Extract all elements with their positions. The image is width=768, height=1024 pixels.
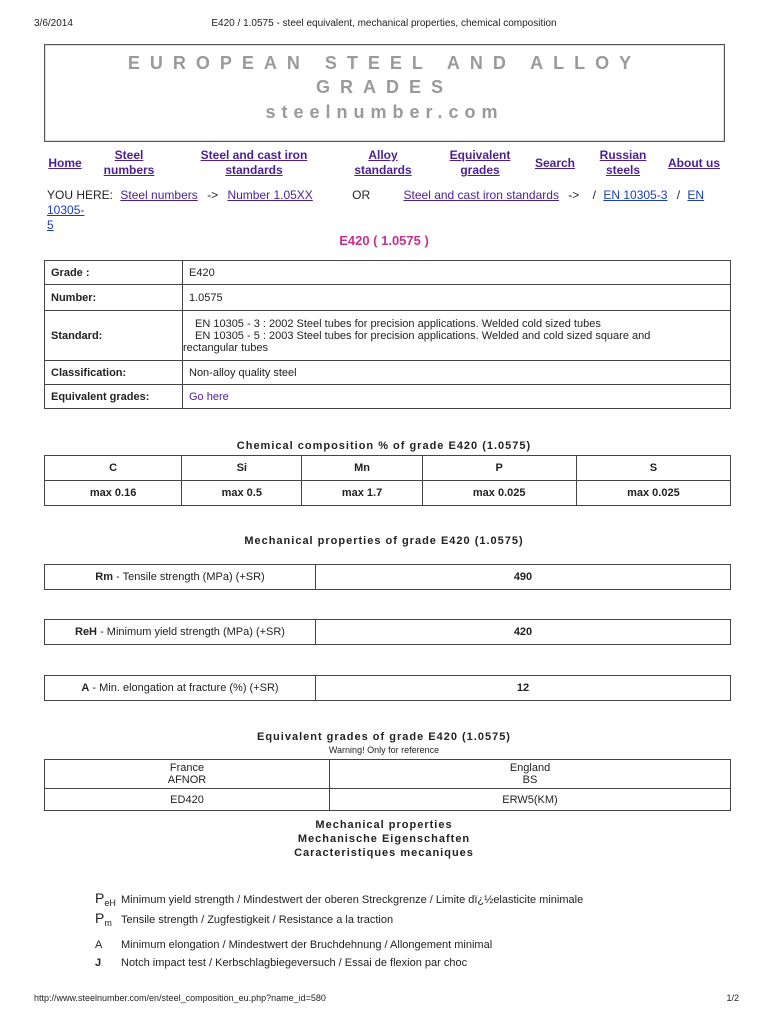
table-row — [45, 285, 731, 311]
nav-search[interactable]: Search — [534, 156, 576, 170]
nav-home[interactable]: Home — [48, 156, 82, 170]
banner-line-1: EUROPEAN STEEL AND ALLOY — [127, 53, 642, 73]
equivalent-label: Equivalent grades: — [45, 385, 183, 409]
chem-header-c: C — [45, 456, 182, 481]
crumb-arrow: -> — [207, 188, 219, 202]
equivalent-table — [44, 759, 731, 811]
crumb-en-10305-5-cont[interactable]: 5 — [47, 218, 54, 232]
country: France — [169, 762, 205, 774]
chem-header-mn: Mn — [302, 456, 422, 481]
go-here-link[interactable]: Go here — [189, 390, 229, 403]
chem-header-s: S — [576, 456, 730, 481]
banner-site-name: steelnumber.com — [265, 102, 504, 122]
footer-url: http://www.steelnumber.com/en/steel_composition_eu.php?name_id=580 — [34, 993, 326, 1003]
mech-label — [45, 676, 316, 701]
equiv-grade-england: ERW5(KM) — [330, 789, 731, 811]
legend-row — [95, 890, 583, 908]
chem-header-si: Si — [182, 456, 302, 481]
chemical-table — [44, 455, 731, 506]
standard-label: Standard: — [45, 311, 183, 361]
table-row — [45, 361, 731, 385]
number-label: Number: — [45, 285, 183, 311]
mech-label — [45, 620, 316, 645]
table-row — [45, 481, 731, 506]
table-row — [45, 385, 731, 409]
mech-desc: - Min. elongation at fracture (%) (+SR) — [89, 682, 279, 694]
print-date: 3/6/2014 — [34, 18, 73, 29]
crumb-number[interactable]: Number 1.05XX — [227, 188, 313, 202]
legend-row — [95, 939, 492, 951]
table-row — [45, 789, 731, 811]
mech-table-rm — [44, 564, 731, 590]
crumb-slash: / — [676, 188, 681, 202]
standard-line: rectangular tubes — [183, 341, 268, 354]
banner-line-2: GRADES — [315, 77, 453, 97]
equivalent-warning: Warning! Only for reference — [328, 745, 440, 755]
table-row — [45, 760, 731, 789]
equiv-header-england — [330, 760, 731, 789]
table-row — [45, 311, 731, 361]
table-row — [45, 565, 731, 590]
mech-symbol: A — [81, 682, 90, 694]
legend-row — [95, 957, 467, 969]
standard-line: EN 10305 - 5 : 2003 Steel tubes for precision applications. Welded and cold sized square and — [195, 329, 651, 342]
number-value: 1.0575 — [183, 285, 731, 311]
mech-symbol: Rm — [95, 571, 113, 583]
legend-row — [95, 910, 393, 928]
chem-value-si: max 0.5 — [182, 481, 302, 506]
grade-value: E420 — [183, 261, 731, 285]
nav-alloy-standards[interactable]: Alloy standards — [354, 148, 412, 177]
table-row — [45, 456, 731, 481]
mech-value: 420 — [316, 620, 731, 645]
mech-table-a — [44, 675, 731, 701]
standard-line: EN 10305 - 3 : 2002 Steel tubes for precision applications. Welded cold sized tubes — [195, 317, 601, 330]
crumb-en-10305-3[interactable]: EN 10305-3 — [603, 188, 668, 202]
crumb-slash: / — [592, 188, 596, 202]
mech-symbol: ReH — [75, 626, 98, 638]
mech-table-reh — [44, 619, 731, 645]
table-row — [45, 261, 731, 285]
standard-value — [183, 311, 731, 361]
standard-body: BS — [522, 774, 538, 786]
mechanical-title: Mechanical properties of grade E420 (1.0575) — [244, 535, 524, 547]
grade-label: Grade : — [45, 261, 183, 285]
nav-equivalent-grades[interactable]: Equivalent grades — [449, 148, 511, 177]
main-nav — [44, 148, 724, 178]
table-row — [45, 620, 731, 645]
chem-value-c: max 0.16 — [45, 481, 182, 506]
equiv-grade-france: ED420 — [45, 789, 330, 811]
standard-body: AFNOR — [167, 774, 207, 786]
equiv-header-france — [45, 760, 330, 789]
country: England — [509, 762, 551, 774]
legend-title-de: Mechanische Eigenschaften — [297, 833, 471, 845]
crumb-standards[interactable]: Steel and cast iron standards — [403, 188, 559, 202]
print-footer — [34, 993, 739, 1003]
page-number: 1/2 — [726, 993, 739, 1003]
legend-text: Notch impact test / Kerbschlagbiegeversuch / Essai de flexion par choc — [121, 957, 468, 969]
legend-title-fr: Caracteristiques mecaniques — [294, 847, 474, 859]
grade-title: E420 ( 1.0575 ) — [339, 233, 429, 248]
legend-text: Minimum elongation / Mindestwert der Bruchdehnung / Allongement minimal — [121, 939, 493, 951]
chem-header-p: P — [422, 456, 576, 481]
breadcrumb-prefix: YOU HERE: — [47, 188, 114, 202]
mech-value: 490 — [316, 565, 731, 590]
legend-title-en: Mechanical properties — [315, 819, 453, 831]
legend-symbol: $P_m$ — [95, 910, 112, 929]
mech-label — [45, 565, 316, 590]
print-title: E420 / 1.0575 - steel equivalent, mechanical properties, chemical composition — [211, 18, 557, 29]
crumb-or: OR — [352, 188, 371, 202]
crumb-steel-numbers[interactable]: Steel numbers — [120, 188, 198, 202]
legend-title — [0, 818, 768, 860]
classification-value: Non-alloy quality steel — [183, 361, 731, 385]
classification-label: Classification: — [45, 361, 183, 385]
legend-symbol: $P_{eH}$ — [95, 890, 116, 909]
mech-desc: - Minimum yield strength (MPa) (+SR) — [97, 626, 285, 638]
crumb-en-10305-5[interactable]: EN 10305- — [47, 188, 705, 217]
breadcrumb — [47, 188, 727, 233]
site-banner — [44, 44, 725, 142]
crumb-arrow: -> — [568, 188, 580, 202]
legend-text: Minimum yield strength / Mindestwert der oberen Streckgrenze / Limite dï¿½elasticite minimale — [121, 894, 584, 906]
mech-desc: - Tensile strength (MPa) (+SR) — [113, 571, 265, 583]
nav-russian-steels[interactable]: Russian steels — [599, 148, 647, 177]
nav-steel-numbers[interactable]: Steel numbers — [103, 148, 155, 177]
chemical-title: Chemical composition % of grade E420 (1.0575) — [236, 440, 532, 452]
legend-symbol: A — [95, 939, 103, 951]
chem-value-mn: max 1.7 — [302, 481, 422, 506]
mech-value: 12 — [316, 676, 731, 701]
table-row — [45, 676, 731, 701]
legend-text: Tensile strength / Zugfestigkeit / Resistance a la traction — [121, 914, 394, 926]
chem-value-s: max 0.025 — [576, 481, 730, 506]
legend-symbol: J — [95, 957, 102, 969]
grade-info-table — [44, 260, 731, 409]
nav-steel-cast-iron-standards[interactable]: Steel and cast iron standards — [200, 148, 308, 177]
nav-about-us[interactable]: About us — [668, 156, 720, 170]
equivalent-title: Equivalent grades of grade E420 (1.0575) — [257, 731, 511, 743]
chem-value-p: max 0.025 — [422, 481, 576, 506]
